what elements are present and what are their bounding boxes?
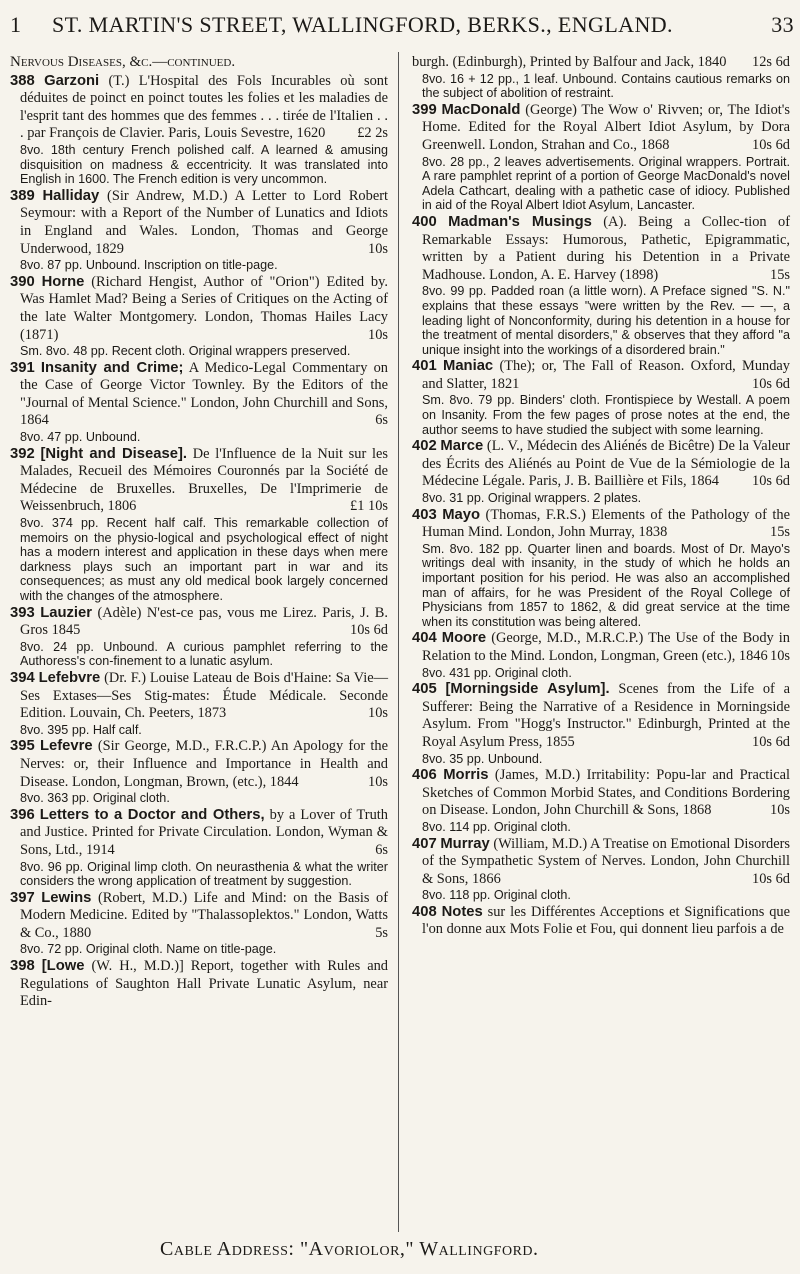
entry-price: 10s 6d	[752, 870, 790, 887]
entry-title: (The); or, The Fall of Reason. Oxford, Munday and Slatter, 1821	[422, 358, 790, 392]
catalogue-entry	[412, 767, 790, 834]
catalogue-entry	[412, 630, 790, 680]
entry-price: 10s 6d	[752, 136, 790, 153]
entry-description: 8vo. 96 pp. Original limp cloth. On neurasthenia & what the writer considers the wrong application of treatment by suggestion.	[20, 859, 388, 889]
entry-description: 8vo. 395 pp. Half calf.	[20, 722, 142, 737]
entry-author: [Morningside Asylum].	[445, 681, 610, 698]
entry-title: (George) The Wow o' Rivven; or, The Idiot's Home. Edited for the Royal Albert Idiot Asylum, by Dora Greenwell. London, Strahan and Co., 1868	[422, 101, 790, 153]
entry-price: 10s 6d	[752, 375, 790, 392]
entry-price: 12s 6d	[752, 54, 790, 70]
entry-number: 402	[412, 438, 437, 455]
entry-price: 5s	[375, 924, 388, 941]
entry-number: 400	[412, 213, 437, 230]
entry-description: 8vo. 47 pp. Unbound.	[20, 430, 141, 445]
entry-author: Lauzier	[40, 604, 92, 621]
entry-author: Moore	[441, 630, 487, 647]
entry-number: 401	[412, 358, 437, 375]
entry-number: 397	[10, 889, 35, 906]
entry-title: (L. V., Médecin des Aliénés de Bicêtre) De la Valeur des Écrits des Aliénés au Point de Vue de la Sémiologie de la Médecine Légale. Paris, J. B. Baillière et Fils, 1864	[422, 438, 790, 490]
entry-title: sur les Différentes Acceptions et Significations que l'on donne aux Mots Folie et Fou, qui donnent lieu parfois a de	[422, 903, 790, 938]
entry-description: 8vo. 87 pp. Unbound. Inscription on title-page.	[20, 258, 278, 273]
entry-description: Sm. 8vo. 79 pp. Binders' cloth. Frontispiece by Westall. A poem on Insanity. From the few pages of prose notes at the end, the author seems to have studied the subject with some learning.	[422, 393, 790, 437]
entry-author: Insanity and Crime;	[40, 359, 184, 376]
entry-description: 8vo. 24 pp. Unbound. A curious pamphlet referring to the Authoress's con-finement to a lunatic asylum.	[20, 639, 388, 669]
entry-title: (Robert, M.D.) Life and Mind: on the Basis of Modern Medicine. Edited by "Thalassoplektos." London, Watts & Co., 1880	[20, 889, 388, 941]
entry-description: 8vo. 16 + 12 pp., 1 leaf. Unbound. Contains cautious remarks on the subject of abolition of restraint.	[422, 71, 790, 101]
catalogue-entry	[10, 958, 388, 1011]
entry-number: 398	[10, 958, 35, 975]
entry-description: 8vo. 72 pp. Original cloth. Name on title-page.	[20, 942, 277, 957]
entry-number: 405	[412, 681, 437, 698]
entry-title: by a Lover of Truth and Justice. Printed for Private Circulation. London, Wyman & Sons, Ltd., 1914	[20, 806, 388, 858]
entry-title: (Richard Hengist, Author of "Orion") Edited by. Was Hamlet Mad? Being a Series of Critiques on the Acting of the late Walter Montgomery. London, Thomas Hailes Lacy (1871)	[20, 273, 388, 343]
entry-title: A Medico-Legal Commentary on the Case of George Victor Townley. By the Editors of the "Journal of Mental Science." London, John Churchill and Sons, 1864	[20, 359, 389, 429]
right-column	[412, 54, 790, 940]
entry-author: Marce	[440, 438, 484, 455]
column-divider	[398, 52, 399, 1232]
entry-price: 15s	[770, 266, 790, 283]
catalogue-entry	[10, 274, 388, 359]
entry-number: 389	[10, 187, 35, 204]
entry-title: (Dr. F.) Louise Lateau de Bois d'Haine: Sa Vie—Ses Extases—Ses Stig-mates: Étude Médicale. Seconde Edition. Louvain, Ch. Peeters, 1873	[20, 669, 388, 722]
entry-price: 10s 6d	[752, 473, 790, 490]
entry-price: 10s	[368, 705, 388, 722]
entry-author: Mayo	[442, 506, 481, 523]
entry-number: 399	[412, 101, 437, 118]
entry-author: Madman's Musings	[448, 213, 592, 230]
cable-address-footer: Cable Address: "Avoriolor," Wallingford.	[160, 1238, 539, 1260]
entry-number: 390	[10, 273, 35, 290]
publisher-address: ST. MARTIN'S STREET, WALLINGFORD, BERKS., ENGLAND.	[52, 12, 673, 37]
entry-author: Horne	[41, 273, 85, 290]
entry-number: 388	[10, 72, 35, 89]
catalogue-entry	[10, 605, 388, 669]
entry-description: 8vo. 35 pp. Unbound.	[422, 751, 543, 766]
entry-author: Maniac	[443, 358, 494, 375]
entry-number: 392	[10, 445, 35, 462]
entry-price: 10s	[770, 647, 790, 664]
catalogue-entry	[10, 188, 388, 273]
catalogue-entry	[412, 836, 790, 903]
entry-author: [Night and Disease].	[40, 445, 187, 462]
entry-author: Lefevre	[39, 738, 93, 755]
entry-number: 395	[10, 738, 35, 755]
entry-author: Halliday	[42, 187, 100, 204]
entry-price: £2 2s	[357, 125, 388, 142]
catalogue-entry	[10, 807, 388, 889]
entry-price: 10s 6d	[752, 733, 790, 750]
entry-title: (George, M.D., M.R.C.P.) The Use of the Body in Relation to the Mind. London, Longman, Green (etc.), 1846	[422, 630, 790, 664]
entry-title: (William, M.D.) A Treatise on Emotional Disorders of the Sympathetic System of Nerves. London, John Churchill & Sons, 1866	[422, 835, 790, 887]
entry-price: 10s	[770, 802, 790, 819]
entry-author: Lewins	[41, 889, 92, 906]
page-header	[0, 8, 800, 44]
entry-price: 6s	[375, 841, 388, 858]
entry-author: Garzoni	[44, 72, 100, 89]
catalogue-entry	[412, 358, 790, 437]
page-number-left: 1	[10, 12, 22, 37]
catalogue-entry	[412, 438, 790, 505]
entry-number: 393	[10, 604, 35, 621]
catalogue-entry	[412, 214, 790, 357]
entry-author: Letters to a Doctor and Others,	[39, 806, 265, 823]
entry-title: (James, M.D.) Irritability: Popu-lar and Practical Sketches of Common Morbid States, and Conditions Bordering on Disease. London, John Churchill & Sons, 1868	[422, 767, 790, 819]
entry-title: De l'Influence de la Nuit sur les Malades, Recueil des Mémoires Couronnés par la Société de Médecine de Bruxelles. Bruxelles, De l'Imprimerie de Weissenbruch, 1806	[20, 445, 388, 515]
entry-number: 394	[10, 669, 35, 686]
entry-description: 8vo. 31 pp. Original wrappers. 2 plates.	[422, 491, 642, 506]
entry-number: 406	[412, 767, 437, 784]
entry-number: 403	[412, 506, 437, 523]
entry-description: Sm. 8vo. 48 pp. Recent cloth. Original wrappers preserved.	[20, 344, 351, 359]
entry-description: 8vo. 18th century French polished calf. A learned & amusing disquisition on madness & eccentricity. It was translated into English in 1600. The French edition is very uncommon.	[20, 142, 388, 187]
entry-price: 10s	[368, 240, 388, 257]
entry-description: Sm. 8vo. 182 pp. Quarter linen and boards. Most of Dr. Mayo's writings deal with insanity, in the study of which he holds an important position for his period. He was also an accomplished man of affairs, for he was President of the Royal College of Physicians from 1857 to 1862, & did great service at the time when its constitution was being altered.	[422, 541, 790, 629]
entry-description: 8vo. 363 pp. Original cloth.	[20, 791, 170, 806]
entry-description: 8vo. 28 pp., 2 leaves advertisements. Original wrappers. Portrait. A rare pamphlet reprint of a portion of George MacDonald's novel Adela Cathcart, dealing with a pathetic case of idiocy. Published in aid of the Royal Albert Idiot Asylum, Lancaster.	[422, 154, 790, 213]
catalogue-entry	[412, 54, 790, 101]
entry-author: Notes	[441, 903, 483, 920]
entry-title: (Sir Andrew, M.D.) A Letter to Lord Robert Seymour: with a Report of the Number of Lunatics and Idiots in England and Wales. London, Thomas and George Underwood, 1829	[20, 187, 388, 257]
entry-description: 8vo. 114 pp. Original cloth.	[422, 819, 571, 834]
entry-number: 407	[412, 835, 437, 852]
entry-price: £1 10s	[350, 498, 388, 515]
entry-author: Lefebvre	[38, 669, 101, 686]
entry-author: [Lowe	[41, 958, 85, 975]
entry-title: (Thomas, F.R.S.) Elements of the Pathology of the Human Mind. London, John Murray, 1838	[422, 506, 790, 541]
catalogue-entry	[10, 890, 388, 957]
catalogue-entry	[10, 360, 388, 445]
catalogue-entry	[412, 102, 790, 213]
entry-description: 8vo. 99 pp. Padded roan (a little worn). A Preface signed "S. N." explains that these essays "were written by the Rev. — —, a leading light of Nonconformity, during his detention in a house for the treatment of mental disorders," & observes that they afford "a unique insight into the workings of a disordered brain."	[422, 284, 790, 357]
entry-title: (Sir George, M.D., F.R.C.P.) An Apology for the Nerves: or, their Influence and Importance in Health and Disease. London, Longman, Brown, (etc.), 1844	[20, 738, 388, 790]
entry-author: MacDonald	[441, 101, 521, 118]
entry-price: 6s	[375, 412, 388, 429]
catalogue-entry	[10, 670, 388, 737]
page-number-right: 33	[771, 12, 794, 37]
entry-number: 404	[412, 630, 437, 647]
catalogue-entry	[412, 507, 790, 630]
catalogue-entry	[10, 446, 388, 604]
catalogue-entry	[10, 73, 388, 187]
entry-description: 8vo. 431 pp. Original cloth.	[422, 665, 572, 680]
catalogue-entry	[10, 738, 388, 805]
entry-title: (A). Being a Collec-tion of Remarkable Essays: Humorous, Pathetic, Epigrammatic, written by a Patient during his Detention in a Private Madhouse. London, A. E. Harvey (1898)	[422, 213, 790, 283]
entry-title: (W. H., M.D.)] Report, together with Rules and Regulations of Saughton Hall Private Lunatic Asylum, near Edin-	[20, 958, 388, 1010]
entry-number: 396	[10, 806, 35, 823]
section-heading: Nervous Diseases, &c.—continued.	[10, 54, 236, 70]
entry-price: 10s	[368, 773, 388, 790]
entry-title: Scenes from the Life of a Sufferer: Being the Narrative of a Residence in Morningside Asylum. From "Hogg's Instructor." Edinburgh, Printed at the Royal Asylum Press, 1855	[422, 681, 790, 750]
entry-description: 8vo. 118 pp. Original cloth.	[422, 888, 571, 903]
catalogue-entry	[412, 681, 790, 766]
entry-title: (Adèle) N'est-ce pas, vous me Lirez. Paris, J. B. Gros 1845	[20, 604, 388, 639]
entry-author: Murray	[440, 835, 490, 852]
entry-price: 15s	[770, 524, 790, 541]
left-column	[10, 54, 388, 1012]
entry-title: (T.) L'Hospital des Fols Incurables où sont déduites de poinct en poinct toutes les folies et les maladies de l'esprit tant des hommes que des femmes . . . tirée de l'Italien . . . par François de Clavier. Paris, Louis Sevestre, 1620	[20, 72, 388, 142]
entry-number: 408	[412, 903, 437, 920]
entry-price: 10s	[368, 326, 388, 343]
entry-author: Morris	[443, 767, 489, 784]
entry-price: 10s 6d	[350, 622, 388, 639]
entry-title: burgh. (Edinburgh), Printed by Balfour and Jack, 1840	[412, 54, 727, 70]
entry-description: 8vo. 374 pp. Recent half calf. This remarkable collection of memoirs on the physio-logical and psychological effect of night has a modern interest and application in these days when mere darkness plays such an important part in war and its consequences; as must any old medical book largely concerned with the changes of the atmosphere.	[20, 516, 388, 603]
entry-number: 391	[10, 359, 35, 376]
catalogue-entry	[412, 904, 790, 939]
